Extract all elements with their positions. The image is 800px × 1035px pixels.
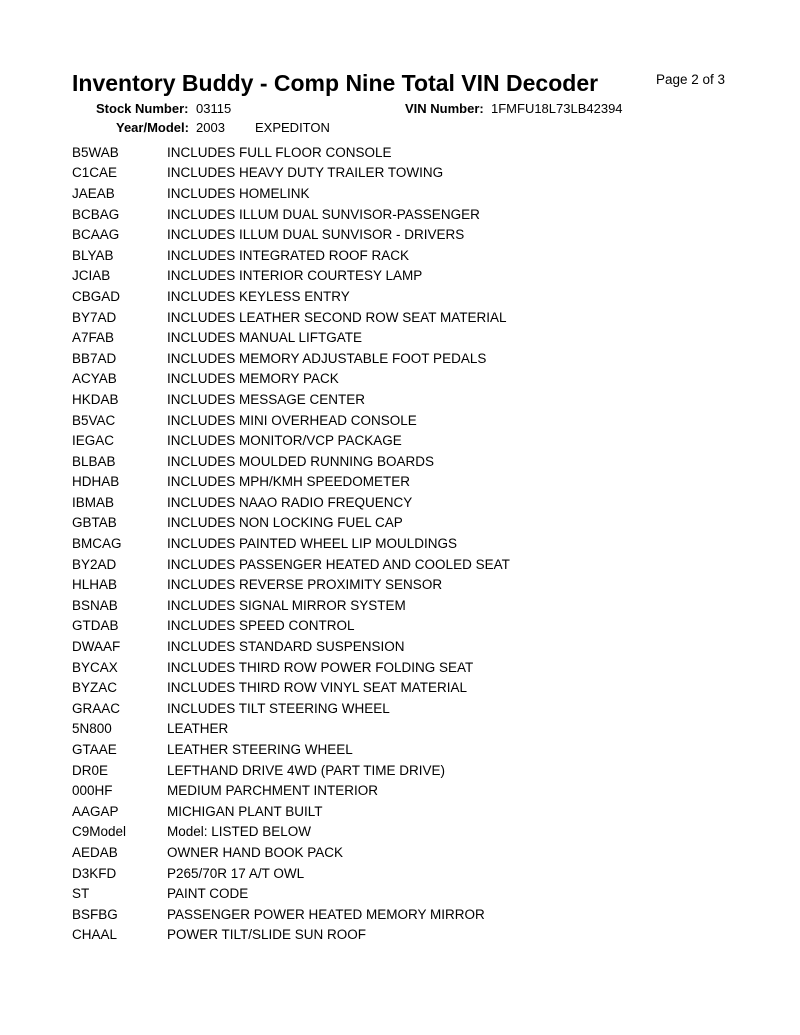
option-description: INCLUDES INTERIOR COURTESY LAMP: [167, 268, 423, 284]
option-description: Model: LISTED BELOW: [167, 824, 312, 840]
option-code: BSFBG: [72, 906, 118, 922]
list-item: [72, 245, 510, 266]
option-description: INCLUDES ILLUM DUAL SUNVISOR-PASSENGER: [167, 206, 480, 222]
list-item: [72, 863, 510, 884]
list-item: [72, 307, 510, 328]
option-code: IEGAC: [72, 433, 115, 449]
option-description: MEDIUM PARCHMENT INTERIOR: [167, 783, 379, 799]
option-description: INCLUDES KEYLESS ENTRY: [167, 288, 350, 304]
option-code: GRAAC: [72, 700, 121, 716]
option-description: INCLUDES MPH/KMH SPEEDOMETER: [167, 474, 411, 490]
list-item: [72, 698, 510, 719]
vin-number-label: VIN Number:: [405, 101, 484, 116]
list-item: [72, 266, 510, 287]
list-item: [72, 719, 510, 740]
option-code: IBMAB: [72, 494, 115, 510]
option-code: HKDAB: [72, 391, 119, 407]
option-code: JCIAB: [72, 268, 111, 284]
list-item: [72, 183, 510, 204]
list-item: [72, 636, 510, 657]
list-item: [72, 801, 510, 822]
option-code: BSNAB: [72, 597, 118, 613]
option-description: INCLUDES NON LOCKING FUEL CAP: [167, 515, 403, 531]
option-code: BY7AD: [72, 309, 117, 325]
option-description: INCLUDES THIRD ROW POWER FOLDING SEAT: [167, 659, 474, 675]
option-code: C1CAE: [72, 165, 118, 181]
option-code: B5VAC: [72, 412, 116, 428]
option-code: CHAAL: [72, 927, 118, 943]
option-description: INCLUDES FULL FLOOR CONSOLE: [167, 144, 392, 160]
year-model-label: Year/Model:: [116, 120, 189, 135]
option-code: BLYAB: [72, 247, 114, 263]
option-description: INCLUDES LEATHER SECOND ROW SEAT MATERIAL: [167, 309, 507, 325]
list-item: [72, 492, 510, 513]
list-item: [72, 780, 510, 801]
option-description: LEFTHAND DRIVE 4WD (PART TIME DRIVE): [167, 762, 446, 778]
option-code: C9Model: [72, 824, 127, 840]
option-description: OWNER HAND BOOK PACK: [167, 844, 344, 860]
option-code: CBGAD: [72, 288, 121, 304]
list-item: [72, 472, 510, 493]
option-code: JAEAB: [72, 185, 115, 201]
option-description: INCLUDES MESSAGE CENTER: [167, 391, 366, 407]
page-number: Page 2 of 3: [656, 72, 726, 87]
option-code: BB7AD: [72, 350, 117, 366]
list-item: [72, 142, 510, 163]
option-code: GTAAE: [72, 742, 117, 758]
option-description: LEATHER: [167, 721, 229, 737]
option-code: GTDAB: [72, 618, 119, 634]
option-description: INCLUDES INTEGRATED ROOF RACK: [167, 247, 410, 263]
model-value: EXPEDITON: [255, 120, 330, 135]
option-description: INCLUDES HEAVY DUTY TRAILER TOWING: [167, 165, 444, 181]
list-item: [72, 554, 510, 575]
stock-number-label: Stock Number:: [96, 101, 189, 116]
list-item: [72, 822, 510, 843]
stock-number-value: 03115: [196, 101, 232, 116]
option-code: ACYAB: [72, 371, 117, 387]
option-description: INCLUDES MANUAL LIFTGATE: [167, 330, 363, 346]
list-item: [72, 389, 510, 410]
option-code: BLBAB: [72, 453, 116, 469]
list-item: [72, 410, 510, 431]
list-item: [72, 842, 510, 863]
option-description: INCLUDES MOULDED RUNNING BOARDS: [167, 453, 435, 469]
list-item: [72, 430, 510, 451]
option-code: HDHAB: [72, 474, 120, 490]
list-item: [72, 327, 510, 348]
list-item: [72, 163, 510, 184]
option-code: BYCAX: [72, 659, 118, 675]
list-item: [72, 286, 510, 307]
option-description: MICHIGAN PLANT BUILT: [167, 803, 323, 819]
option-code: BMCAG: [72, 536, 122, 552]
option-description: INCLUDES MEMORY ADJUSTABLE FOOT PEDALS: [167, 350, 487, 366]
option-description: INCLUDES MONITOR/VCP PACKAGE: [167, 433, 402, 449]
option-code: B5WAB: [72, 144, 119, 160]
list-item: [72, 348, 510, 369]
list-item: [72, 904, 510, 925]
option-code: BCBAG: [72, 206, 120, 222]
option-description: POWER TILT/SLIDE SUN ROOF: [167, 927, 367, 943]
list-item: [72, 224, 510, 245]
option-code: A7FAB: [72, 330, 115, 346]
option-description: INCLUDES HOMELINK: [167, 185, 310, 201]
option-code: BCAAG: [72, 227, 120, 243]
option-description: INCLUDES STANDARD SUSPENSION: [167, 639, 405, 655]
list-item: [72, 657, 510, 678]
option-code: ST: [72, 886, 90, 902]
option-description: INCLUDES TILT STEERING WHEEL: [167, 700, 390, 716]
option-code: AEDAB: [72, 844, 118, 860]
list-item: [72, 739, 510, 760]
option-description: INCLUDES REVERSE PROXIMITY SENSOR: [167, 577, 443, 593]
list-item: [72, 925, 510, 946]
option-description: INCLUDES SIGNAL MIRROR SYSTEM: [167, 597, 406, 613]
year-value: 2003: [196, 120, 225, 135]
option-description: LEATHER STEERING WHEEL: [167, 742, 353, 758]
option-code: AAGAP: [72, 803, 119, 819]
list-item: [72, 533, 510, 554]
option-description: INCLUDES THIRD ROW VINYL SEAT MATERIAL: [167, 680, 468, 696]
list-item: [72, 204, 510, 225]
option-description: INCLUDES SPEED CONTROL: [167, 618, 355, 634]
list-item: [72, 369, 510, 390]
vin-number-value: 1FMFU18L73LB42394: [491, 101, 623, 116]
option-description: INCLUDES MEMORY PACK: [167, 371, 339, 387]
option-description: INCLUDES PASSENGER HEATED AND COOLED SEAT: [167, 556, 510, 572]
option-code: GBTAB: [72, 515, 117, 531]
list-item: [72, 677, 510, 698]
option-description: PASSENGER POWER HEATED MEMORY MIRROR: [167, 906, 485, 922]
option-code: D3KFD: [72, 865, 117, 881]
list-item: [72, 883, 510, 904]
option-code: DR0E: [72, 762, 109, 778]
option-code: DWAAF: [72, 639, 121, 655]
option-description: INCLUDES ILLUM DUAL SUNVISOR - DRIVERS: [167, 227, 465, 243]
list-item: [72, 595, 510, 616]
option-code-list: [72, 142, 510, 945]
option-description: P265/70R 17 A/T OWL: [167, 865, 305, 881]
list-item: [72, 616, 510, 637]
option-code: HLHAB: [72, 577, 118, 593]
option-code: 5N800: [72, 721, 112, 737]
option-code: BY2AD: [72, 556, 117, 572]
option-description: INCLUDES PAINTED WHEEL LIP MOULDINGS: [167, 536, 458, 552]
page-title: Inventory Buddy - Comp Nine Total VIN Decoder: [72, 70, 599, 96]
option-code: 000HF: [72, 783, 113, 799]
option-description: INCLUDES MINI OVERHEAD CONSOLE: [167, 412, 417, 428]
list-item: [72, 451, 510, 472]
option-description: INCLUDES NAAO RADIO FREQUENCY: [167, 494, 413, 510]
option-description: PAINT CODE: [167, 886, 249, 902]
option-code: BYZAC: [72, 680, 118, 696]
list-item: [72, 760, 510, 781]
list-item: [72, 574, 510, 595]
list-item: [72, 513, 510, 534]
